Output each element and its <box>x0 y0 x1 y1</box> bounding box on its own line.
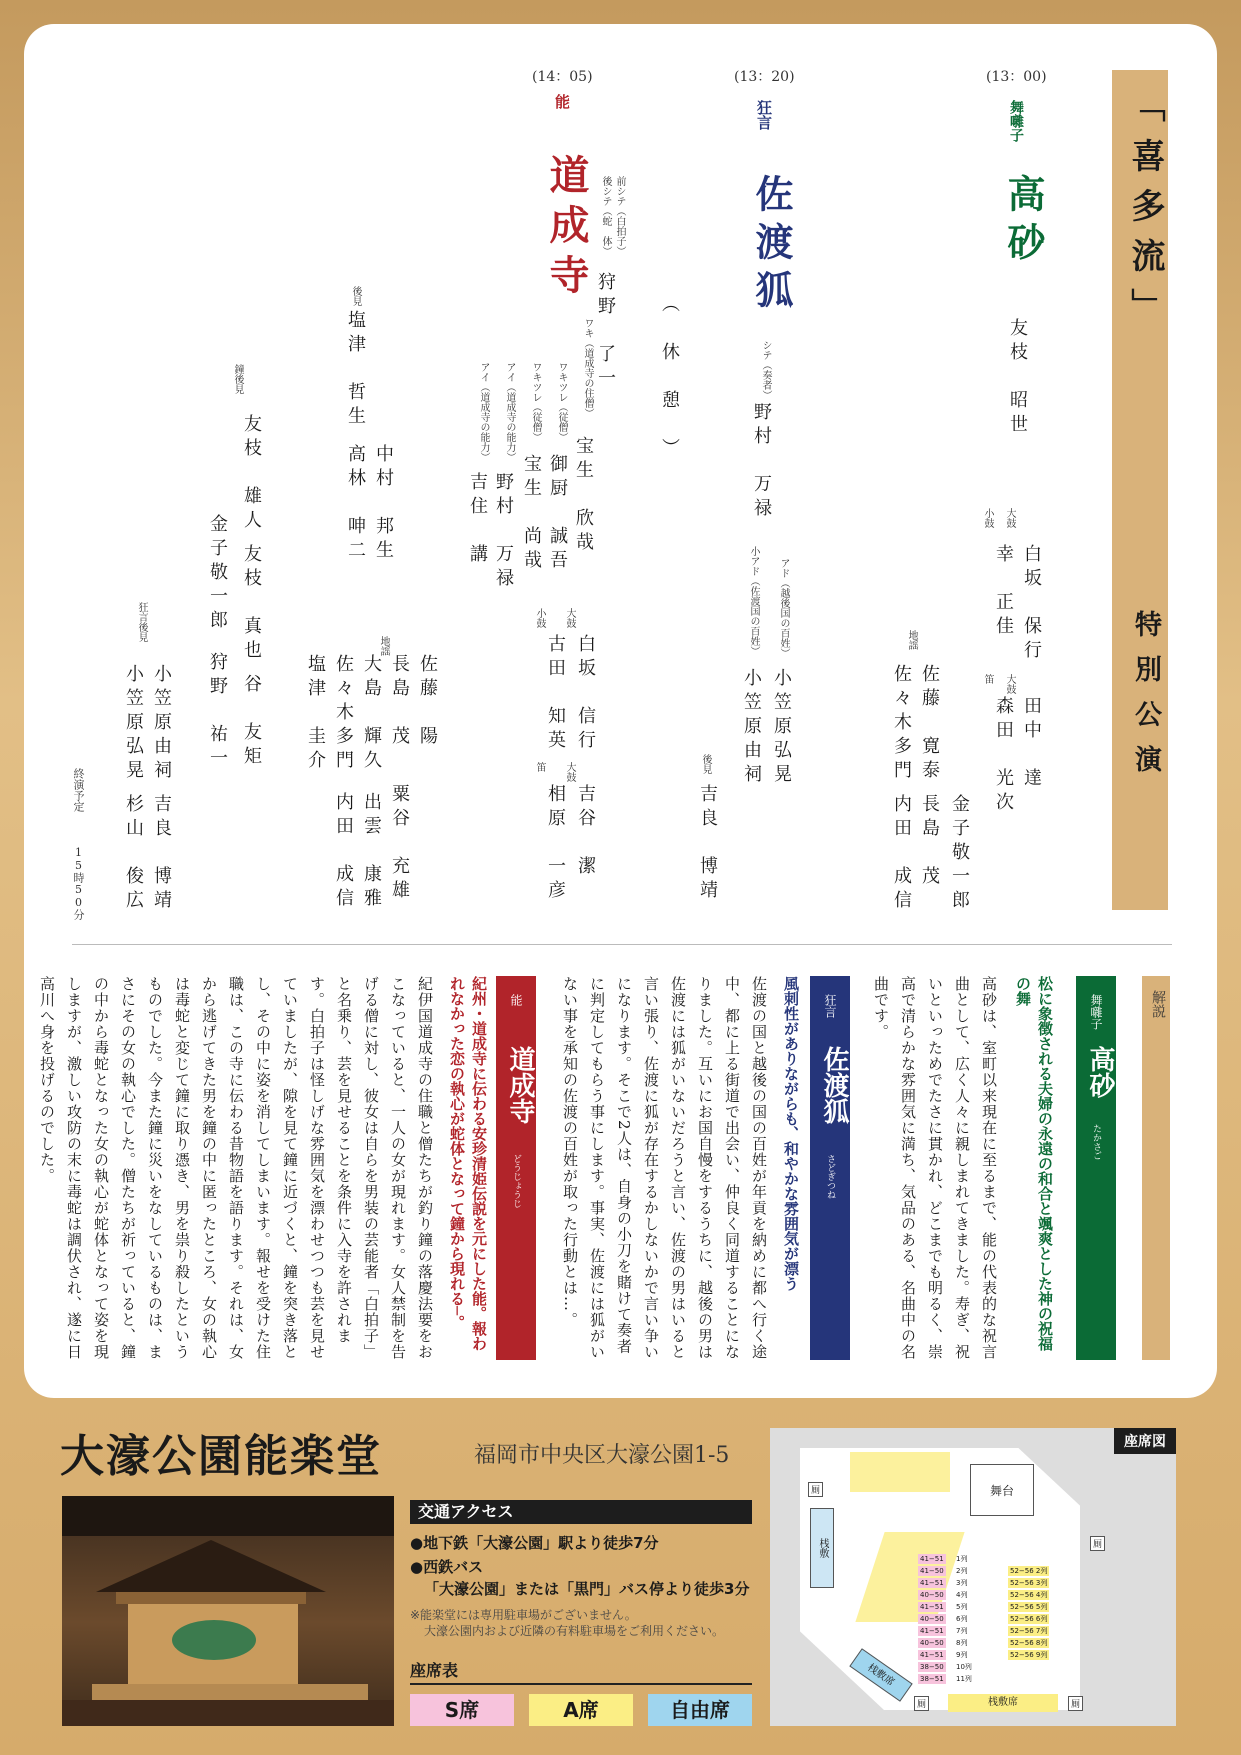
dojoji-kotsuzumi: 古田 知英 <box>545 634 566 754</box>
row-label: 11列 <box>956 1675 972 1683</box>
dojoji-shite-role-1: 前シテ（白拍子） <box>614 176 625 256</box>
parking-note-1: ※能楽堂には専用駐車場がございません。 <box>410 1608 637 1622</box>
dojoji-otsuzumi: 白坂 信行 <box>575 634 596 754</box>
toilet-icon: 厠 <box>1068 1696 1083 1711</box>
takasago-commentary-lead: 松に象徴される夫婦の永遠の和合と颯爽とした神の祝福の舞 <box>1014 976 1054 1351</box>
bottom-box-seats: 桟敷席 <box>948 1694 1058 1712</box>
row-label: 9列 <box>956 1651 968 1659</box>
sadogitsune-title: 佐渡狐 <box>749 174 794 318</box>
seat-chart-heading: 座席表 <box>410 1658 752 1685</box>
sadogitsune-koado: 小笠原由祠 <box>741 668 762 788</box>
dojoji-wakitsure2-role: ワキツレ（従僧） <box>530 362 541 442</box>
sadogitsune-koado-role: 小アド（佐渡国の百姓） <box>748 546 759 656</box>
event-title: 「喜多流」 <box>1125 88 1165 338</box>
dojoji-ai1: 野村 万禄 <box>493 472 514 592</box>
toilet-icon: 厠 <box>1090 1536 1105 1551</box>
corner-box-seats: 桟敷席 <box>849 1648 912 1702</box>
dojoji-kanekoken-2: 友枝 真也 <box>241 544 262 664</box>
dojoji-koken-3: 高林 呻二 <box>345 444 366 564</box>
row-label: 3列 <box>956 1579 968 1587</box>
photo-stage-floor <box>92 1684 368 1700</box>
seat-row-pink: 38−50 <box>920 1663 944 1671</box>
takasago-title: 高砂 <box>1001 174 1046 270</box>
dojoji-otsuzumi2-label: 大鼓 <box>564 762 575 782</box>
seat-row-yellow: 52−56 7列 <box>1010 1627 1048 1635</box>
dojoji-kanekoken-1: 友枝 雄人 <box>241 414 262 534</box>
dojoji-koken-2: 中村 邦生 <box>373 444 394 564</box>
dojoji-genre: 能 <box>553 94 571 109</box>
takasago-jiutai-1: 佐藤 寛泰 <box>919 664 940 784</box>
seat-row-yellow: 52−56 8列 <box>1010 1639 1048 1647</box>
dojoji-kyogenkoken-label: 狂言後見 <box>136 602 147 642</box>
dojoji-jiutai-label: 地謡 <box>378 636 389 656</box>
dojoji-otsuzumi2: 吉谷 潔 <box>575 784 596 880</box>
end-label: 終演予定 <box>72 768 85 812</box>
dojoji-commentary-genre: 能 <box>509 994 523 1006</box>
stage: 舞台 <box>970 1464 1034 1516</box>
dojoji-koken-1: 塩津 哲生 <box>345 310 366 430</box>
dojoji-koken-label: 後見 <box>350 286 361 306</box>
takasago-genre: 舞囃子 <box>1008 100 1024 142</box>
sadogitsune-commentary-genre: 狂言 <box>823 994 837 1018</box>
sadogitsune-commentary-title: 佐渡狐 <box>819 1046 849 1124</box>
seat-row-pink: 40−50 <box>920 1591 944 1599</box>
access-bus: ●西鉄バス <box>410 1558 484 1576</box>
seat-row-pink: 41−51 <box>920 1603 944 1611</box>
seat-map <box>770 1428 1176 1726</box>
takasago-jiutai-4: 内田 成信 <box>891 794 912 914</box>
event-subtitle: 特別公演 <box>1130 610 1161 790</box>
dojoji-kanekoken-label: 鐘後見 <box>232 364 243 394</box>
dojoji-kyogenkoken-2: 吉良 博靖 <box>151 794 172 914</box>
seat-row-pink: 41−50 <box>920 1567 944 1575</box>
seat-row-pink: 41−51 <box>920 1579 944 1587</box>
photo-audience-seats <box>62 1700 394 1726</box>
seat-row-yellow: 52−56 5列 <box>1010 1603 1048 1611</box>
sadogitsune-commentary-lead: 風刺性がありながらも、和やかな雰囲気が漂う <box>782 976 800 1291</box>
title-banner <box>1112 70 1168 910</box>
toilet-icon: 厠 <box>914 1696 929 1711</box>
sadogitsune-time: (13：20) <box>734 69 795 85</box>
commentary-label-bar <box>1142 976 1170 1360</box>
seat-row-pink: 40−50 <box>920 1639 944 1647</box>
row-label: 8列 <box>956 1639 968 1647</box>
noh-stage-photo <box>62 1496 394 1726</box>
dojoji-kyogenkoken-3: 小笠原弘晃 <box>123 664 144 784</box>
takasago-otsuzumi2-label: 大鼓 <box>1004 674 1015 694</box>
takasago-kotsuzumi-name: 幸 正佳 <box>993 544 1014 640</box>
seat-row-pink: 38−51 <box>920 1675 944 1683</box>
dojoji-jiutai-1: 粟谷 充雄 <box>389 784 410 904</box>
seat-row-yellow: 52−56 2列 <box>1010 1567 1048 1575</box>
dojoji-jiutai-6: 塩津 圭介 <box>305 654 326 774</box>
dojoji-waki: 宝生 欣哉 <box>573 436 594 556</box>
end-time: 15時50分 <box>72 846 85 920</box>
sadogitsune-ado-role: アド（越後国の百姓） <box>778 558 789 658</box>
dojoji-jiutai-2: 長島 茂 <box>389 654 410 750</box>
seat-row-pink: 41−51 <box>920 1555 944 1563</box>
takasago-commentary-body: 高砂は、室町以来現在に至るまで、能の代表的な祝言曲として、広く人々に親しまれてきました。寿ぎ、祝いといっためでたさに貫かれ、どこまでも明るく、崇高で清らかな雰囲気に満ち、気品のある、名曲中の名曲です。 <box>872 976 998 1360</box>
dojoji-commentary-title: 道成寺 <box>505 1046 535 1124</box>
dojoji-kyogenkoken-4: 杉山 俊広 <box>123 794 144 914</box>
program-card <box>24 24 1217 1398</box>
photo-pine-painting <box>172 1620 256 1660</box>
sadogitsune-commentary-box <box>810 976 850 1360</box>
dojoji-wakitsure1: 御厨 誠吾 <box>547 454 568 574</box>
dojoji-title: 道成寺 <box>543 154 590 304</box>
dojoji-wakitsure1-role: ワキツレ（従僧） <box>556 362 567 442</box>
photo-roof-beam <box>116 1592 306 1604</box>
seat-free-badge: 自由席 <box>648 1694 752 1726</box>
seat-s-badge: S席 <box>410 1694 514 1726</box>
access-bus-stop: 「大濠公園」または「黒門」バス停より徒歩3分 <box>424 1580 750 1598</box>
dojoji-time: (14：05) <box>532 69 593 85</box>
dojoji-jiutai-4: 佐々木多門 <box>333 654 354 774</box>
row-label: 6列 <box>956 1615 968 1623</box>
sadogitsune-shite-role: シテ（奏者） <box>760 340 771 400</box>
sadogitsune-genre: 狂言 <box>755 100 773 130</box>
toilet-icon: 厠 <box>808 1482 823 1497</box>
seat-row-yellow: 52−56 3列 <box>1010 1579 1048 1587</box>
sadogitsune-koken: 吉良 博靖 <box>697 784 718 904</box>
dojoji-jiutai-7: 内田 成信 <box>333 792 354 912</box>
seat-map-label: 座席図 <box>1114 1428 1176 1454</box>
dojoji-taiko: 佐藤 陽 <box>417 654 438 750</box>
dojoji-commentary-reading: どうじょうじ <box>511 1154 521 1208</box>
dojoji-fue: 相原 一彦 <box>545 784 566 904</box>
row-label: 1列 <box>956 1555 968 1563</box>
row-label: 10列 <box>956 1663 972 1671</box>
takasago-kotsuzumi-label: 小鼓 <box>982 508 993 528</box>
takasago-jiutai-2: 佐々木多門 <box>891 664 912 784</box>
intermission: （ 休 憩 ） <box>659 294 680 462</box>
venue-name: 大濠公園能楽堂 <box>60 1431 382 1482</box>
seat-row-yellow: 52−56 4列 <box>1010 1591 1048 1599</box>
takasago-jiutai-3: 長島 茂 <box>919 794 940 890</box>
dojoji-shite-role-2: 後シテ（蛇 体） <box>600 176 611 256</box>
commentary-label: 解説 <box>1150 990 1166 1018</box>
takasago-performer: 友枝 昭世 <box>1007 318 1028 438</box>
dojoji-jiutai-3: 大島 輝久 <box>361 654 382 774</box>
access-subway: ●地下鉄「大濠公園」駅より徒歩7分 <box>410 1534 659 1552</box>
dojoji-otsuzumi-label: 大鼓 <box>564 608 575 628</box>
seat-row-pink: 41−51 <box>920 1627 944 1635</box>
dojoji-kanekoken-3: 谷 友矩 <box>241 674 262 770</box>
parking-note-2: 大濠公園内および近隣の有料駐車場をご利用ください。 <box>424 1624 725 1638</box>
takasago-otsuzumi2-name: 田中 達 <box>1021 696 1042 792</box>
dojoji-ai2-role: アイ（道成寺の能力） <box>478 362 489 462</box>
takasago-time: (13：00) <box>986 69 1047 85</box>
dojoji-kotsuzumi-label: 小鼓 <box>534 608 545 628</box>
row-label: 7列 <box>956 1627 968 1635</box>
dojoji-kanekoken-5: 狩野 祐一 <box>207 652 228 772</box>
dojoji-commentary-box <box>496 976 536 1360</box>
dojoji-ai1-role: アイ（道成寺の能力） <box>504 362 515 462</box>
takasago-commentary-reading: たかさご <box>1091 1124 1101 1160</box>
sadogitsune-commentary-reading: さどぎつね <box>825 1154 835 1199</box>
takasago-commentary-title: 高砂 <box>1085 1046 1115 1098</box>
yellow-block-left <box>850 1452 950 1492</box>
seat-row-pink: 40−50 <box>920 1615 944 1623</box>
photo-roof <box>96 1540 326 1592</box>
takasago-otsuzumi-label: 大鼓 <box>1004 508 1015 528</box>
dojoji-wakitsure2: 宝生 尚哉 <box>521 454 542 574</box>
dojoji-shite: 狩野 了一 <box>595 272 616 392</box>
dojoji-commentary-lead: 紀州・道成寺に伝わる安珍清姫伝説を元にした能。報われなかった恋の執心が蛇体となって鐘から現れる─。 <box>448 976 488 1351</box>
dojoji-commentary-body: 紀伊国道成寺の住職と僧たちが釣り鐘の落慶法要をおこなっていると、一人の女が現れます。女人禁制を告げる僧に対し、彼女は自らを男装の芸能者「白拍子」と名乗り、芸を見せることを条件に入寺を許されます。白拍子は怪しげな雰囲気を漂わせつつも芸を見せていましたが、隙を見て鐘に近づくと、鐘を突き落とし、その中に姿を消してしまいます。報せを受けた住職は、この寺に伝わる昔物語を語ります。それは、女から逃げてきた男を鐘の中に匿ったところ、女の執心は毒蛇と変じて鐘に取り憑き、男を祟り殺したというものでした。今また鐘に災いをなしているものは、まさにその女の執心でした。僧たちが祈っていると、鐘の中から毒蛇となった女の執心が蛇体となって姿を現しますが、激しい攻防の末に毒蛇は調伏され、遂に日高川へ身を投げるのでした。 <box>38 976 434 1360</box>
seat-row-yellow: 52−56 9列 <box>1010 1651 1048 1659</box>
side-box-seats: 桟敷 <box>810 1508 834 1588</box>
sadogitsune-koken-role: 後見 <box>700 754 711 774</box>
dojoji-jiutai-5: 出雲 康雅 <box>361 792 382 912</box>
section-divider <box>72 944 1172 945</box>
takasago-fue-name: 森田 光次 <box>993 696 1014 816</box>
takasago-jiutai-5: 金子敬一郎 <box>949 794 970 914</box>
sadogitsune-shite: 野村 万禄 <box>751 402 772 522</box>
row-label: 5列 <box>956 1603 968 1611</box>
access-heading: 交通アクセス <box>410 1500 752 1524</box>
takasago-otsuzumi-name: 白坂 保行 <box>1021 544 1042 664</box>
dojoji-kyogenkoken-1: 小笠原由祠 <box>151 664 172 784</box>
dojoji-ai2: 吉住 講 <box>467 472 488 568</box>
takasago-fue-label: 笛 <box>982 674 993 684</box>
seat-row-pink: 41−51 <box>920 1651 944 1659</box>
dojoji-waki-role: ワキ（道成寺の住僧） <box>582 318 593 418</box>
sadogitsune-commentary-body: 佐渡の国と越後の国の百姓が年貢を納めに都へ行く途中、都に上る街道で出会い、仲良く同道することになりました。互いにお国自慢をするうちに、越後の男は佐渡には狐がいないだろうと言い、佐渡の男はいると言い張り、佐渡に狐が存在するかしないかで言い争いになります。そこで2人は、自身の小刀を賭けて奏者に判定してもらう事にします。事実、佐渡には狐がいない事を承知の佐渡の百姓が取った行動とは…。 <box>561 976 768 1360</box>
takasago-commentary-box <box>1076 976 1116 1360</box>
row-label: 2列 <box>956 1567 968 1575</box>
dojoji-fue-label: 笛 <box>534 762 545 772</box>
seat-a-badge: A席 <box>529 1694 633 1726</box>
dojoji-kanekoken-4: 金子敬一郎 <box>207 514 228 634</box>
seat-row-yellow: 52−56 6列 <box>1010 1615 1048 1623</box>
sadogitsune-ado: 小笠原弘晃 <box>771 668 792 788</box>
row-label: 4列 <box>956 1591 968 1599</box>
photo-ceiling <box>62 1496 394 1536</box>
takasago-jiutai-label: 地謡 <box>906 630 917 650</box>
venue-address: 福岡市中央区大濠公園1-5 <box>474 1443 730 1468</box>
takasago-commentary-genre: 舞囃子 <box>1089 994 1103 1030</box>
